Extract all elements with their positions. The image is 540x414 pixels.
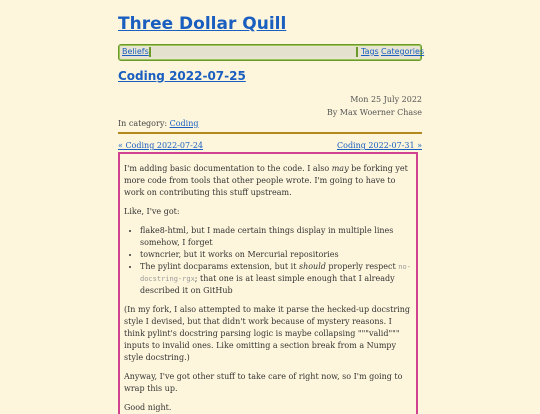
tool-list	[124, 225, 412, 297]
nav-search-field[interactable]	[149, 47, 358, 57]
post-content	[118, 152, 418, 414]
paragraph-5: Good night.	[124, 403, 172, 412]
nav-bar	[118, 44, 425, 61]
paragraph-4: Anyway, I've got other stuff to take care of right now, so I'm going to wrap this up.	[124, 372, 403, 393]
text: I'm adding basic documentation to the code. I also	[124, 164, 332, 173]
inline-code: no-docstring-rgx	[140, 263, 411, 283]
post-category	[118, 119, 198, 128]
prev-post-link[interactable]: « Coding 2022-07-24	[118, 141, 203, 150]
list-item: • towncrier, but it works on Mercurial repositories	[140, 249, 412, 261]
list-item	[140, 261, 412, 297]
text: ; that one is at least simple enough that I already described it on GitHub	[140, 274, 395, 295]
list-item: • flake8-html, but I made certain things display in multiple lines somehow, I forget	[140, 225, 412, 249]
emphasis: may	[331, 164, 349, 173]
text: The pylint docparams extension, but it	[140, 262, 299, 271]
category-link[interactable]: Coding	[169, 119, 199, 128]
post-title-link[interactable]: Coding 2022-07-25	[118, 69, 246, 83]
emphasis: should	[298, 262, 326, 271]
text: properly respect	[325, 262, 399, 271]
post-date: Mon 25 July 2022	[350, 95, 422, 104]
next-post-link[interactable]: Coding 2022-07-31 »	[337, 141, 422, 150]
nav-categories-link[interactable]: Categories	[381, 47, 425, 56]
post-author: By Max Woerner Chase	[326, 108, 422, 117]
text: be forking yet more code from tools that other people wrote. I'm going to have to work on contributing this stuff upstream.	[124, 164, 408, 197]
paragraph-3: (In my fork, I also attempted to make it parse the hecked-up docstring style I devised, but that didn't work because of mystery reasons. I think pylint's docstring parsing logic is maybe collapsing """valid""" inputs to invalid ones. Like omitting a section break from a Numpy style docstring.)	[124, 305, 411, 362]
nav-tags-link[interactable]: Tags	[361, 47, 379, 56]
paragraph-1	[124, 163, 412, 199]
nav-beliefs-link[interactable]: Beliefs	[122, 47, 149, 56]
site-title-link[interactable]: Three Dollar Quill	[118, 14, 287, 34]
category-prefix: In category:	[118, 119, 170, 128]
divider	[118, 132, 422, 134]
paragraph-2: Like, I've got:	[124, 207, 180, 216]
